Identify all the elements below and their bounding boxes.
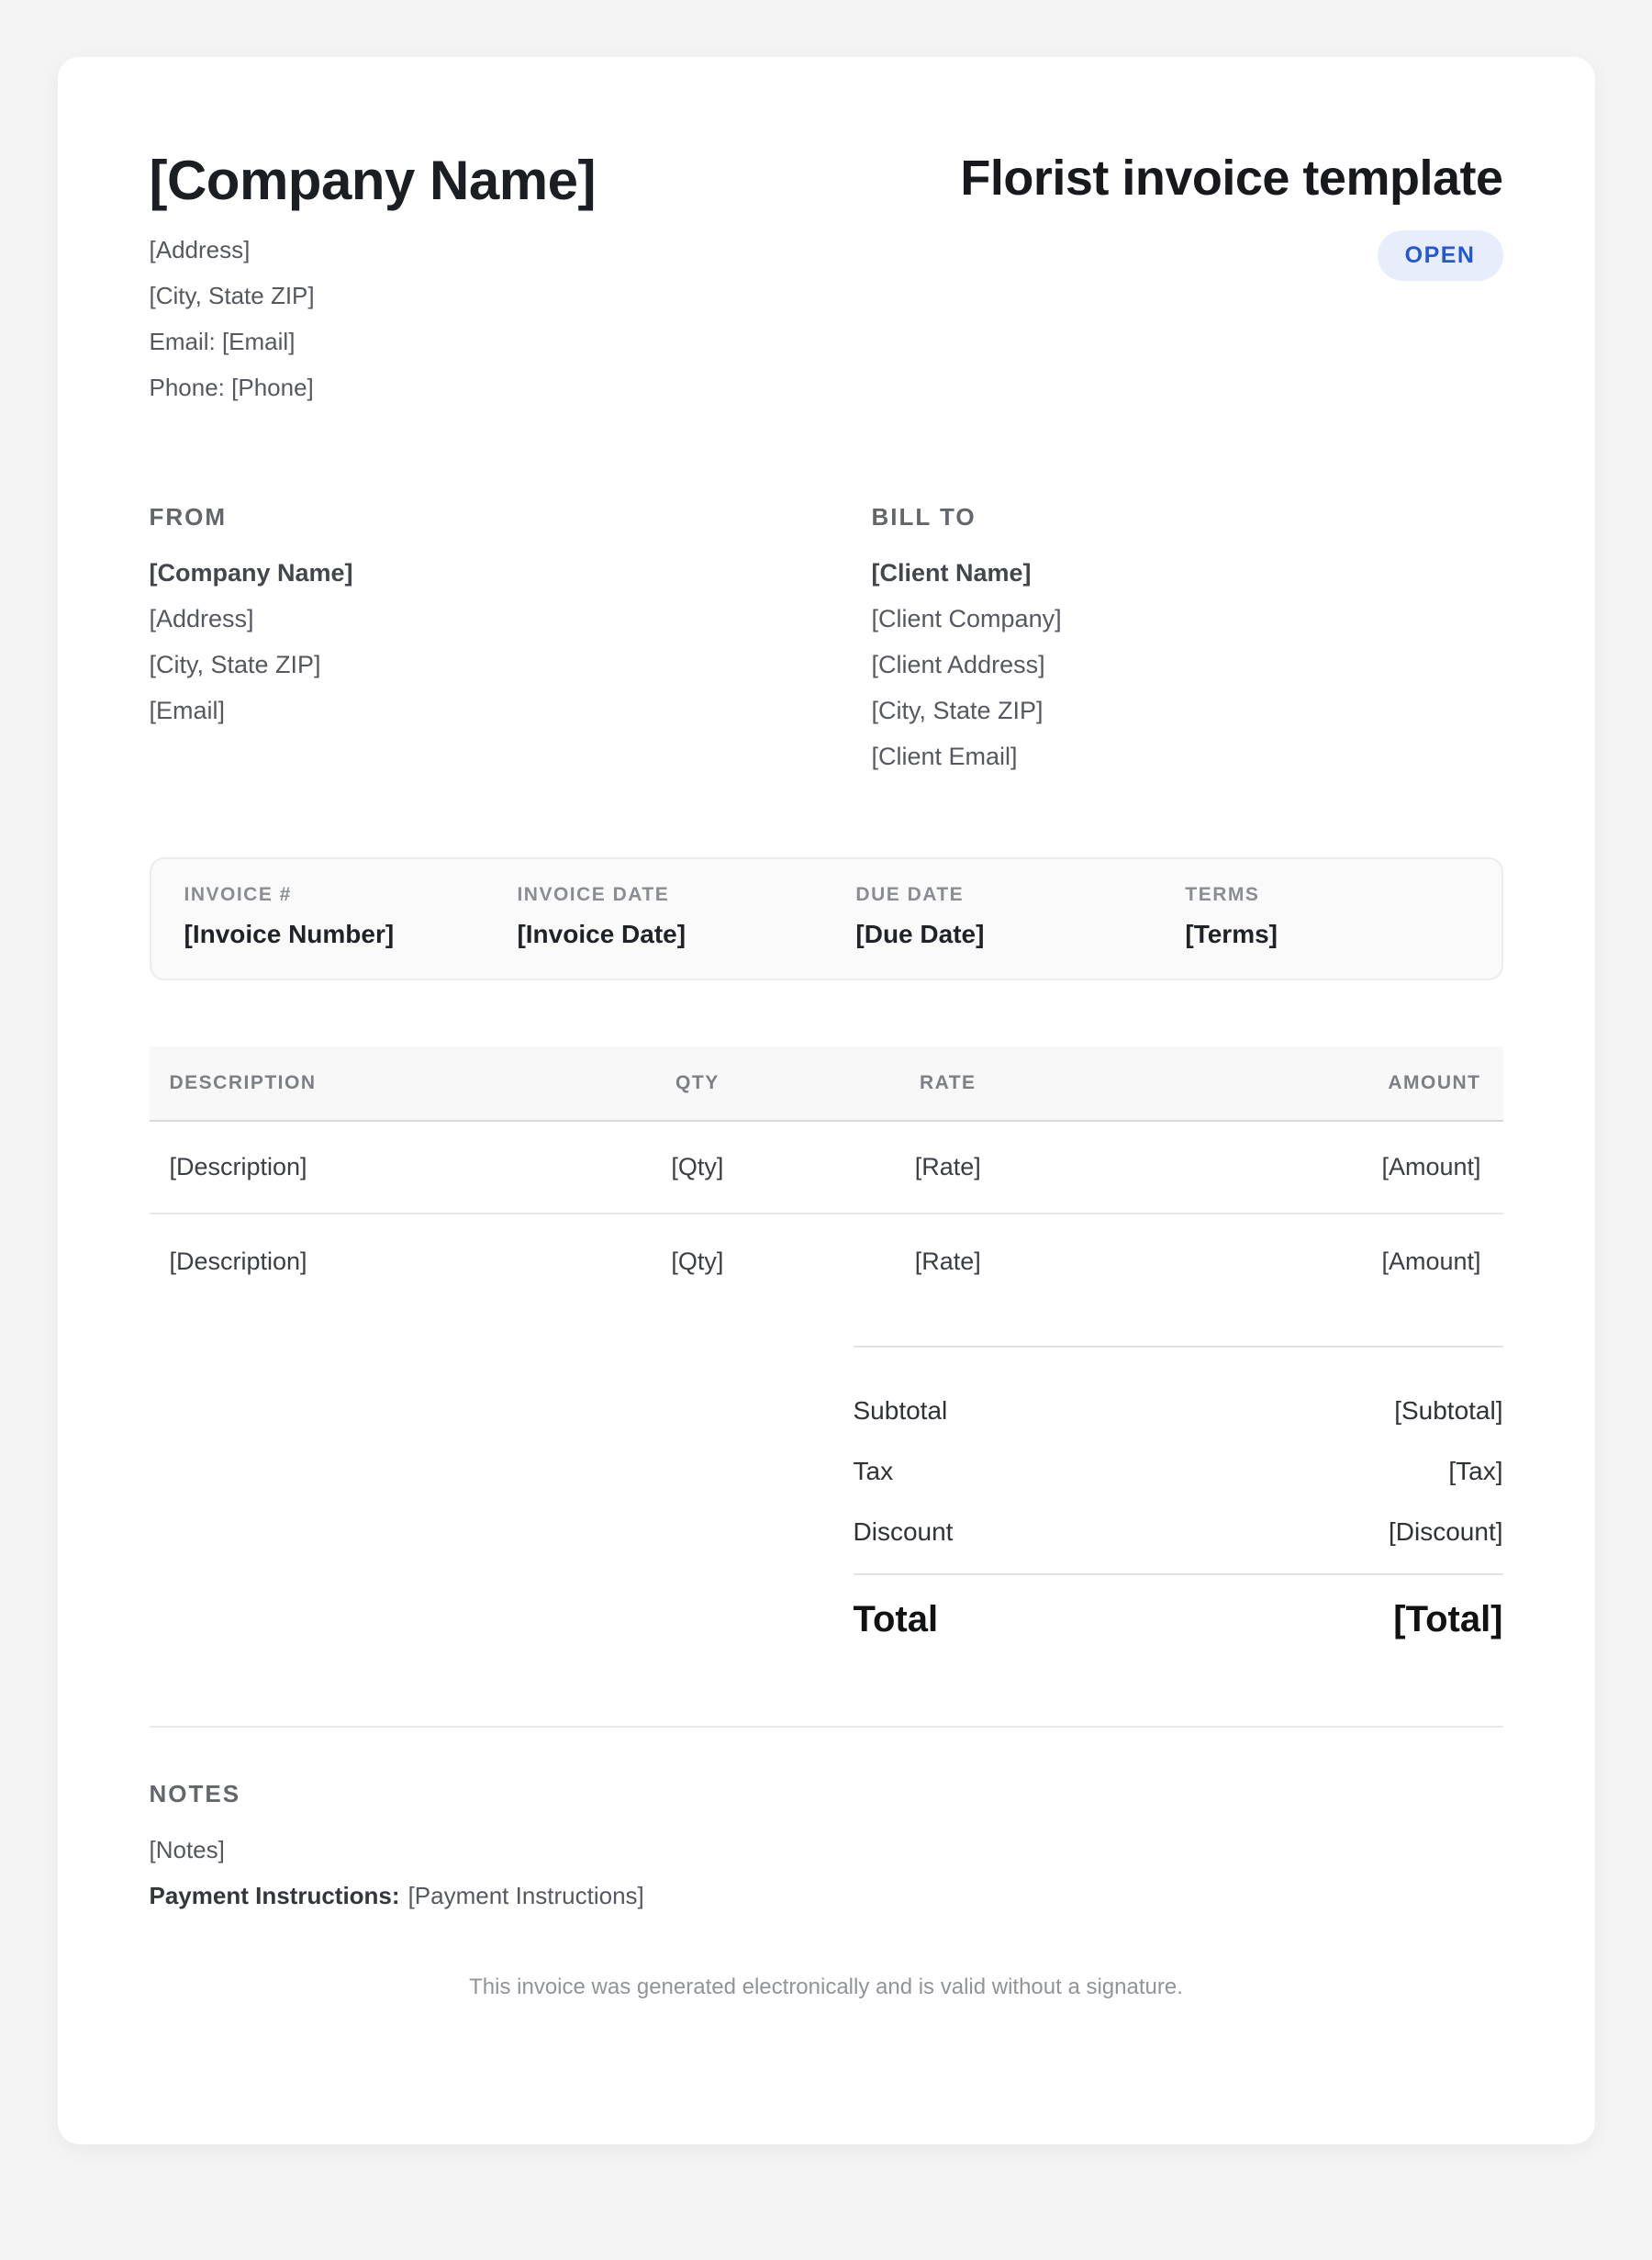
payment-instructions-label: Payment Instructions: — [149, 1882, 400, 1909]
totals-rows — [854, 1348, 1503, 1562]
subtotal-label: Subtotal — [853, 1396, 948, 1425]
notes-label: NOTES — [149, 1780, 241, 1807]
total-label: Total — [853, 1599, 939, 1639]
company-email-line: Email: [Email] — [149, 328, 296, 355]
status-badge: OPEN — [1378, 230, 1503, 281]
discount-value: [Discount] — [1389, 1517, 1503, 1546]
item-qty: [Qty] — [671, 1247, 724, 1275]
bill-to-section — [872, 502, 1503, 779]
tax-label: Tax — [853, 1457, 894, 1485]
from-city-state-zip: [City, State ZIP] — [149, 651, 321, 678]
table-row — [150, 1214, 1503, 1291]
payment-instructions-value: [Payment Instructions] — [407, 1882, 644, 1909]
table-header — [150, 1046, 1503, 1121]
client-address: [Client Address] — [871, 651, 1045, 678]
discount-row — [854, 1502, 1503, 1562]
meta-due-date — [855, 883, 1185, 951]
totals-section — [854, 1346, 1503, 1639]
item-description: [Description] — [150, 1121, 610, 1214]
meta-invoice-number — [184, 883, 518, 951]
company-block — [150, 149, 596, 410]
company-city-state-zip: [City, State ZIP] — [149, 282, 315, 309]
tax-value: [Tax] — [1448, 1457, 1503, 1485]
from-name: [Company Name] — [149, 559, 353, 587]
from-details — [150, 550, 872, 733]
meta-terms — [1185, 883, 1468, 951]
meta-value: [Due Date] — [855, 920, 985, 948]
page-title: Florist invoice template — [960, 151, 1503, 206]
meta-value: [Invoice Number] — [184, 920, 395, 948]
item-amount: [Amount] — [1111, 1121, 1503, 1214]
column-header-rate: RATE — [786, 1046, 1111, 1121]
company-phone-line: Phone: [Phone] — [149, 374, 314, 401]
meta-label: DUE DATE — [855, 884, 965, 905]
column-header-amount: AMOUNT — [1111, 1046, 1503, 1121]
subtotal-value: [Subtotal] — [1394, 1396, 1503, 1425]
notes-divider — [150, 1726, 1503, 1728]
total-value: [Total] — [1393, 1599, 1503, 1639]
client-email: [Client Email] — [871, 743, 1018, 770]
item-rate: [Rate] — [786, 1121, 1111, 1214]
column-header-qty: QTY — [609, 1046, 786, 1121]
payment-instructions-line — [150, 1873, 1503, 1919]
invoice-card — [58, 57, 1595, 2144]
client-company: [Client Company] — [871, 605, 1062, 632]
page-header — [150, 149, 1503, 410]
total-row — [854, 1575, 1503, 1639]
from-section — [150, 502, 872, 779]
tax-row — [854, 1441, 1503, 1502]
meta-invoice-date — [517, 883, 855, 951]
column-header-description: DESCRIPTION — [150, 1046, 610, 1121]
notes-section — [150, 1779, 1503, 1919]
meta-label: INVOICE # — [184, 884, 292, 905]
subtotal-row — [854, 1381, 1503, 1441]
bill-to-label: BILL TO — [871, 503, 977, 531]
client-name: [Client Name] — [871, 559, 1032, 587]
line-items-table — [150, 1046, 1503, 1291]
discount-label: Discount — [853, 1517, 954, 1546]
meta-label: INVOICE DATE — [517, 884, 670, 905]
from-label: FROM — [149, 503, 228, 531]
table-row — [150, 1121, 1503, 1214]
title-block — [960, 149, 1502, 281]
company-name: [Company Name] — [149, 150, 596, 211]
meta-value: [Invoice Date] — [517, 920, 686, 948]
parties-section — [150, 502, 1503, 779]
item-description: [Description] — [169, 1247, 307, 1275]
item-amount: [Amount] — [1381, 1247, 1481, 1275]
from-address: [Address] — [149, 605, 254, 632]
company-address: [Address] — [149, 236, 251, 263]
meta-value: [Terms] — [1185, 920, 1278, 948]
item-rate: [Rate] — [914, 1247, 981, 1275]
from-email: [Email] — [149, 697, 226, 724]
item-qty: [Qty] — [609, 1121, 786, 1214]
meta-label: TERMS — [1185, 884, 1260, 905]
company-contact — [150, 227, 596, 410]
bill-to-details — [872, 550, 1503, 779]
client-city-state-zip: [City, State ZIP] — [871, 697, 1044, 724]
footer-disclaimer: This invoice was generated electronically and is valid without a signature. — [469, 1975, 1183, 1999]
notes-body — [150, 1827, 1503, 1919]
invoice-meta-bar — [150, 857, 1503, 980]
notes-value: [Notes] — [149, 1836, 225, 1863]
